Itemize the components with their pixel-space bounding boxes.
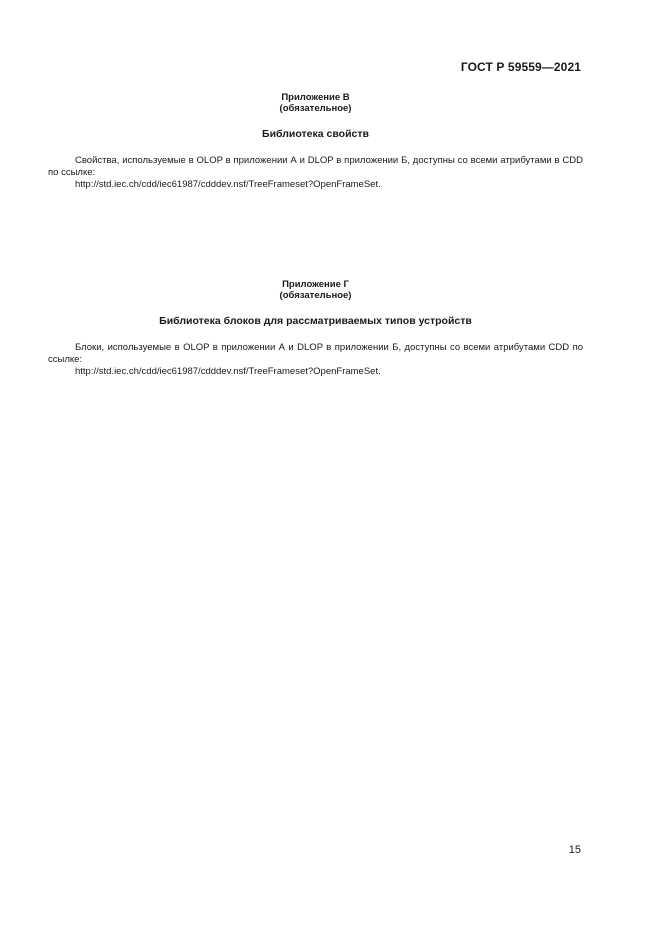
appendix-v-heading: Библиотека свойств: [262, 128, 369, 140]
page-number: 15: [568, 844, 581, 856]
appendix-v-status: (обязательное): [279, 103, 352, 114]
appendix-g-heading: Библиотека блоков для рассматриваемых типов устройств: [159, 315, 472, 327]
appendix-v-title: Приложение В: [281, 92, 350, 103]
document-code: ГОСТ Р 59559—2021: [460, 60, 581, 74]
appendix-v-paragraph: Свойства, используемые в OLOP в приложении А и DLOP в приложении Б, доступны со всеми атрибутами в CDD по ссылке:: [48, 155, 583, 178]
appendix-g-section: [48, 279, 583, 378]
appendix-g-link[interactable]: http://std.iec.ch/cdd/iec61987/cdddev.nsf/TreeFrameset?OpenFrameSet.: [75, 366, 381, 377]
appendix-g-paragraph: Блоки, используемые в OLOP в приложении А и DLOP в приложении Б, доступны со всеми атрибутами CDD по ссылке:: [48, 342, 583, 365]
appendix-v-link[interactable]: http://std.iec.ch/cdd/iec61987/cdddev.nsf/TreeFrameset?OpenFrameSet.: [75, 179, 381, 190]
appendix-v-section: [48, 92, 583, 191]
appendix-g-title: Приложение Г: [282, 279, 349, 290]
appendix-g-status: (обязательное): [279, 290, 352, 301]
